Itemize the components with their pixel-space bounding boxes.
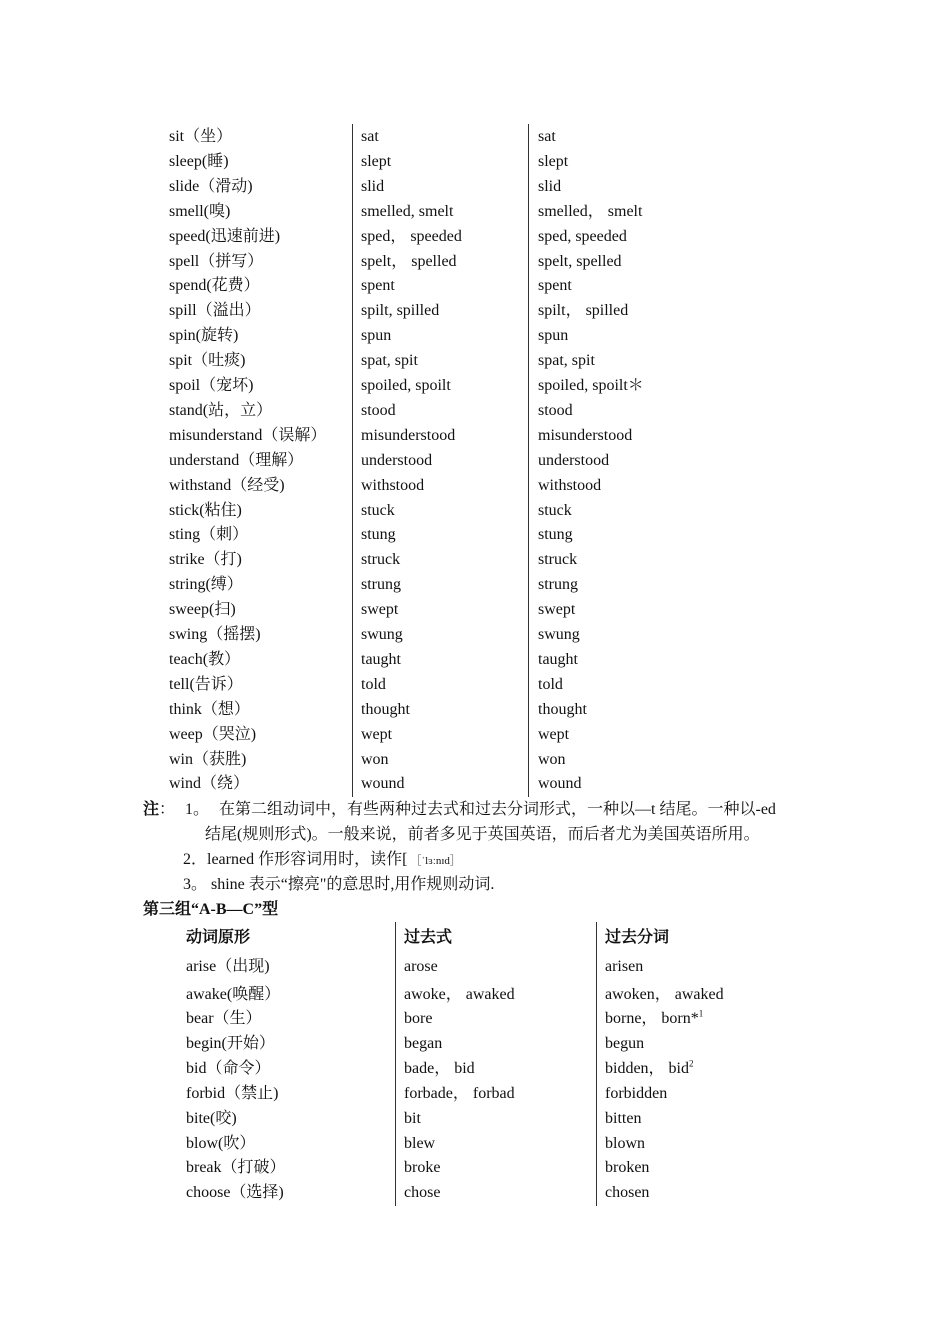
past-tense-cell: stung	[361, 526, 396, 544]
base-form-cell: spend(花费）	[169, 277, 260, 295]
base-form-cell	[186, 1132, 255, 1156]
past-tense-cell	[404, 1032, 442, 1056]
table-row	[0, 424, 950, 448]
base-form-cell: swing（摇摆)	[169, 626, 261, 643]
table-row	[0, 1107, 950, 1131]
cell-text: bitten	[605, 1110, 642, 1127]
table-row	[0, 523, 950, 547]
note-1-text: 在第二组动词中，有些两种过去式和过去分词形式，一种以—t 结尾。一种以-ed	[219, 801, 776, 818]
past-tense-cell	[404, 983, 515, 1007]
table-row	[0, 250, 950, 274]
cell-text: bore	[404, 1010, 433, 1027]
base-form-cell: withstand（经受)	[169, 476, 285, 494]
past-participle-cell: stuck	[538, 501, 572, 519]
past-participle-cell: slid	[538, 177, 562, 195]
cell-text: break（打破）	[186, 1159, 286, 1176]
cell-text: broke	[404, 1159, 441, 1176]
table-row	[0, 698, 950, 722]
base-form-cell: spit（吐痰)	[169, 352, 246, 370]
table-row	[0, 1181, 950, 1205]
cell-text: borne， born*	[605, 1010, 699, 1027]
base-form-cell	[186, 1007, 262, 1031]
cell-text: forbade， forbad	[404, 1085, 515, 1102]
past-participle-cell: spent	[538, 277, 572, 295]
past-tense-cell: struck	[361, 551, 401, 569]
table-row	[0, 548, 950, 572]
past-tense-cell: sat	[361, 128, 379, 145]
past-tense-cell	[404, 1007, 432, 1031]
table-row	[0, 1007, 950, 1031]
table-row	[0, 274, 950, 298]
past-participle-cell: sped, speeded	[538, 227, 627, 245]
table-row	[0, 983, 950, 1007]
past-participle-cell: spoiled, spoilt＊	[538, 377, 644, 394]
past-participle-cell: strung	[538, 576, 578, 594]
past-tense-cell: slept	[361, 152, 392, 170]
cell-text: bear（生）	[186, 1010, 262, 1027]
table-row	[0, 772, 950, 796]
base-form-cell: sleep(睡)	[169, 152, 229, 170]
table-row	[0, 723, 950, 747]
past-tense-cell	[404, 1132, 435, 1156]
table-row	[0, 1132, 950, 1156]
base-form-cell: slide（滑动)	[169, 177, 253, 195]
past-participle-cell	[605, 1132, 645, 1156]
past-tense-cell: stuck	[361, 501, 395, 519]
table-row	[0, 499, 950, 523]
past-participle-cell: won	[538, 750, 566, 768]
past-participle-cell: slept	[538, 152, 569, 170]
note-1-text-continued: 结尾(规则形式)。一般来说，前者多见于英国英语，而后者尤为美国英语所用。	[205, 826, 760, 843]
table-row	[0, 449, 950, 473]
base-form-cell: understand（理解）	[169, 451, 304, 469]
notes-colon: ：	[159, 801, 176, 818]
past-participle-cell	[605, 983, 724, 1007]
past-tense-cell: misunderstood	[361, 426, 456, 444]
table-row	[0, 175, 950, 199]
cell-text: awake(唤醒）	[186, 986, 281, 1003]
past-tense-cell: swung	[361, 626, 403, 643]
cell-text: bite(咬)	[186, 1110, 237, 1127]
past-participle-cell: sat	[538, 128, 556, 145]
past-participle-cell: stood	[538, 401, 573, 419]
base-form-cell: weep（哭泣)	[169, 725, 257, 743]
base-form-cell: spoil（宠坏)	[169, 377, 254, 394]
past-participle-cell: wound	[538, 775, 582, 793]
base-form-cell: strike（打)	[169, 551, 242, 569]
cell-text: arise（出现)	[186, 958, 270, 975]
footnote-marker: 1	[698, 1008, 704, 1019]
past-tense-cell: wept	[361, 725, 393, 743]
base-form-cell: speed(迅速前进)	[169, 227, 281, 245]
cell-text: awoken， awaked	[605, 986, 724, 1003]
cell-text: blown	[605, 1135, 645, 1152]
past-tense-cell: stood	[361, 401, 396, 419]
past-tense-cell: spent	[361, 277, 395, 295]
base-form-cell: spell（拼写）	[169, 252, 264, 270]
past-tense-cell: won	[361, 750, 389, 768]
past-tense-cell: thought	[361, 700, 410, 718]
base-form-cell: misunderstand（误解）	[169, 426, 327, 444]
base-form-cell	[186, 1082, 278, 1106]
past-participle-cell: spun	[538, 327, 569, 345]
past-tense-cell	[404, 955, 438, 979]
cell-text: bidden， bid	[605, 1060, 689, 1077]
cell-text: chose	[404, 1184, 441, 1201]
table-row	[0, 673, 950, 697]
base-form-cell: stick(粘住)	[169, 501, 242, 519]
base-form-cell	[186, 955, 270, 979]
cell-text: blew	[404, 1135, 436, 1152]
past-tense-cell	[404, 1181, 440, 1205]
header-past-tense: 过去式	[404, 929, 453, 946]
past-participle-cell: understood	[538, 451, 610, 469]
table-row	[0, 374, 950, 398]
header-base-form: 动词原形	[186, 929, 251, 946]
table-row	[0, 1156, 950, 1180]
cell-text: blow(吹）	[186, 1135, 256, 1152]
header-past-participle: 过去分词	[605, 929, 670, 946]
past-participle-cell: wept	[538, 725, 570, 743]
table-row	[0, 299, 950, 323]
note-1-number: 1。	[185, 801, 210, 818]
base-form-cell: spill（溢出）	[169, 302, 261, 320]
past-tense-cell: spilt, spilled	[361, 302, 440, 320]
past-participle-cell: thought	[538, 700, 587, 718]
past-participle-cell: taught	[538, 650, 578, 668]
base-form-cell: stand(站，立）	[169, 401, 273, 419]
base-form-cell: sweep(扫)	[169, 601, 236, 619]
past-tense-cell: slid	[361, 177, 385, 195]
past-tense-cell: understood	[361, 451, 433, 469]
past-participle-cell	[605, 1032, 644, 1056]
table-row	[0, 648, 950, 672]
past-participle-cell	[605, 1156, 649, 1180]
table-row	[0, 955, 950, 979]
base-form-cell	[186, 1181, 284, 1205]
past-tense-cell	[404, 1107, 421, 1131]
past-participle-cell	[605, 1181, 649, 1205]
base-form-cell: spin(旋转)	[169, 327, 239, 345]
table-row	[0, 623, 950, 647]
past-participle-cell: told	[538, 675, 563, 693]
past-tense-cell	[404, 1156, 440, 1180]
table-row	[0, 349, 950, 373]
past-tense-cell: taught	[361, 650, 401, 668]
base-form-cell: win（获胜)	[169, 750, 247, 768]
cell-text: choose（选择)	[186, 1184, 284, 1201]
base-form-cell	[186, 1156, 286, 1180]
note-3-text: 3。 shine 表示“擦亮"的意思时,用作规则动词.	[183, 876, 495, 893]
past-participle-cell: stung	[538, 526, 573, 544]
table-row	[0, 324, 950, 348]
past-tense-cell	[404, 1082, 515, 1106]
past-participle-cell	[605, 1007, 703, 1031]
cell-text: bade， bid	[404, 1060, 475, 1077]
past-participle-cell	[605, 955, 643, 979]
table-row	[0, 474, 950, 498]
table-row	[0, 225, 950, 249]
past-participle-cell: swept	[538, 601, 576, 619]
past-tense-cell: spat, spit	[361, 352, 418, 370]
base-form-cell: string(缚）	[169, 576, 243, 594]
cell-text: begin(开始）	[186, 1035, 275, 1052]
past-tense-cell: strung	[361, 576, 401, 594]
past-participle-cell: struck	[538, 551, 578, 569]
past-participle-cell	[605, 1082, 667, 1106]
note-2-phonetic: ［ˈlɜːnɪd］	[410, 855, 461, 867]
base-form-cell: teach(教）	[169, 650, 241, 668]
table-row	[0, 598, 950, 622]
past-tense-cell: spun	[361, 327, 392, 345]
table-row	[0, 1032, 950, 1056]
past-tense-cell: wound	[361, 775, 405, 793]
base-form-cell: sit（坐）	[169, 128, 233, 145]
past-tense-cell: swept	[361, 601, 399, 619]
past-tense-cell	[404, 1057, 475, 1081]
table-row	[0, 200, 950, 224]
past-tense-cell: withstood	[361, 476, 425, 494]
table-row	[0, 573, 950, 597]
cell-text: broken	[605, 1159, 650, 1176]
cell-text: forbidden	[605, 1085, 668, 1102]
cell-text: bit	[404, 1110, 421, 1127]
past-participle-cell: smelled， smelt	[538, 202, 643, 220]
past-participle-cell: misunderstood	[538, 426, 633, 444]
past-participle-cell: spat, spit	[538, 352, 595, 370]
base-form-cell: tell(告诉）	[169, 675, 243, 693]
notes-label: 注	[143, 801, 160, 818]
table-row	[0, 150, 950, 174]
footnote-marker: 2	[689, 1058, 694, 1069]
past-participle-cell: spelt, spelled	[538, 252, 622, 270]
base-form-cell	[186, 1057, 270, 1081]
base-form-cell: wind（绕）	[169, 775, 250, 793]
table-row	[0, 399, 950, 423]
past-tense-cell: told	[361, 675, 386, 693]
group3-title: 第三组“A-B—C”型	[143, 901, 279, 918]
base-form-cell	[186, 1032, 275, 1056]
past-participle-cell	[605, 1107, 641, 1131]
cell-text: awoke， awaked	[404, 986, 515, 1003]
past-tense-cell: spelt， spelled	[361, 252, 457, 270]
past-participle-cell: spilt， spilled	[538, 302, 629, 320]
past-participle-cell: swung	[538, 626, 580, 643]
past-participle-cell: withstood	[538, 476, 602, 494]
table-row	[0, 125, 950, 149]
base-form-cell: think（想）	[169, 700, 250, 718]
table-row	[0, 1057, 950, 1081]
cell-text: arose	[404, 958, 438, 975]
past-tense-cell: smelled, smelt	[361, 202, 454, 220]
base-form-cell: smell(嗅)	[169, 202, 231, 220]
table-row	[0, 1082, 950, 1106]
base-form-cell: sting（刺）	[169, 526, 249, 544]
cell-text: began	[404, 1035, 443, 1052]
table-row	[0, 748, 950, 772]
cell-text: begun	[605, 1035, 645, 1052]
past-tense-cell: spoiled, spoilt	[361, 377, 451, 394]
note-2-text: 2．learned 作形容词用时，读作[	[183, 851, 408, 868]
past-tense-cell: sped， speeded	[361, 227, 462, 245]
past-participle-cell	[605, 1057, 694, 1081]
base-form-cell	[186, 983, 280, 1007]
cell-text: chosen	[605, 1184, 650, 1201]
base-form-cell	[186, 1107, 237, 1131]
cell-text: bid（命令）	[186, 1060, 271, 1077]
cell-text: forbid（禁止)	[186, 1085, 279, 1102]
cell-text: arisen	[605, 958, 644, 975]
